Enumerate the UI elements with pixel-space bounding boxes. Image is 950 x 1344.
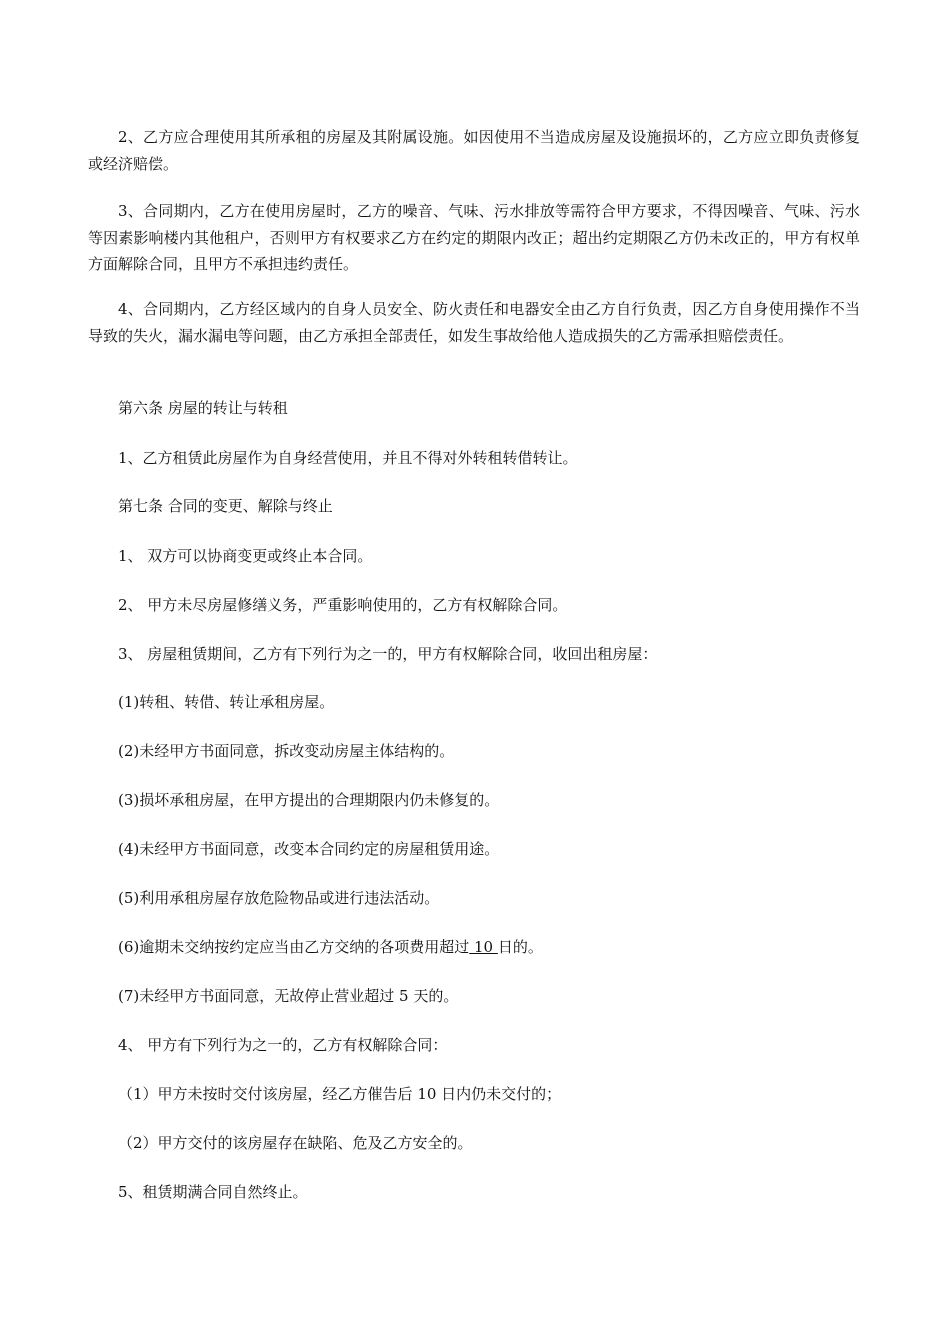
clause7-item4: 4、 甲方有下列行为之一的，乙方有权解除合同： xyxy=(118,1036,448,1054)
overdue-days-value: 10 xyxy=(469,938,498,956)
clause7-item1: 1、 双方可以协商变更或终止本合同。 xyxy=(118,547,373,565)
clause7-item4-sub1: （1）甲方未按时交付该房屋，经乙方催告后 10 日内仍未交付的； xyxy=(118,1085,562,1103)
clause7-item2: 2、 甲方未尽房屋修缮义务，严重影响使用的，乙方有权解除合同。 xyxy=(118,596,568,614)
clause7-item4-sub2: （2）甲方交付的该房屋存在缺陷、危及乙方安全的。 xyxy=(118,1134,473,1152)
clause7-sub5: (5)利用承租房屋存放危险物品或进行违法活动。 xyxy=(118,889,440,907)
clause5-item4: 4、合同期内，乙方经区域内的自身人员安全、防火责任和电器安全由乙方自行负责，因乙方自身使用操作不当导致的失火，漏水漏电等问题，由乙方承担全部责任，如发生事故给他人造成损失的乙方需承担赔偿责任。 xyxy=(88,300,860,345)
clause7-sub6-text: (6)逾期未交纳按约定应当由乙方交纳的各项费用超过 xyxy=(118,938,470,956)
clause7-sub6-suffix: 日的。 xyxy=(497,938,543,956)
clause7-heading: 第七条 合同的变更、解除与终止 xyxy=(118,497,333,515)
clause7-sub1: (1)转租、转借、转让承租房屋。 xyxy=(118,693,335,711)
clause5-item3: 3、合同期内，乙方在使用房屋时，乙方的噪音、气味、污水排放等需符合甲方要求，不得因噪音、气味、污水等因素影响楼内其他租户，否则甲方有权要求乙方在约定的期限内改正；超出约定期限乙方仍未改正的，甲方有权单方面解除合同，且甲方不承担违约责任。 xyxy=(88,202,860,273)
clause7-item3: 3、 房屋租赁期间，乙方有下列行为之一的，甲方有权解除合同，收回出租房屋： xyxy=(118,645,658,663)
clause6-item1: 1、乙方租赁此房屋作为自身经营使用，并且不得对外转租转借转让。 xyxy=(118,449,578,467)
clause7-sub4: (4)未经甲方书面同意，改变本合同约定的房屋租赁用途。 xyxy=(118,840,500,858)
clause7-sub6 xyxy=(118,936,543,958)
clause6-heading: 第六条 房屋的转让与转租 xyxy=(118,399,288,417)
clause7-sub2: (2)未经甲方书面同意，拆改变动房屋主体结构的。 xyxy=(118,742,455,760)
clause7-sub7: (7)未经甲方书面同意，无故停止营业超过 5 天的。 xyxy=(118,987,459,1005)
clause5-item2: 2、乙方应合理使用其所承租的房屋及其附属设施。如因使用不当造成房屋及设施损坏的，乙方应立即负责修复或经济赔偿。 xyxy=(88,128,860,173)
clause7-sub3: (3)损坏承租房屋，在甲方提出的合理期限内仍未修复的。 xyxy=(118,791,500,809)
clause7-item5: 5、租赁期满合同自然终止。 xyxy=(118,1183,308,1201)
